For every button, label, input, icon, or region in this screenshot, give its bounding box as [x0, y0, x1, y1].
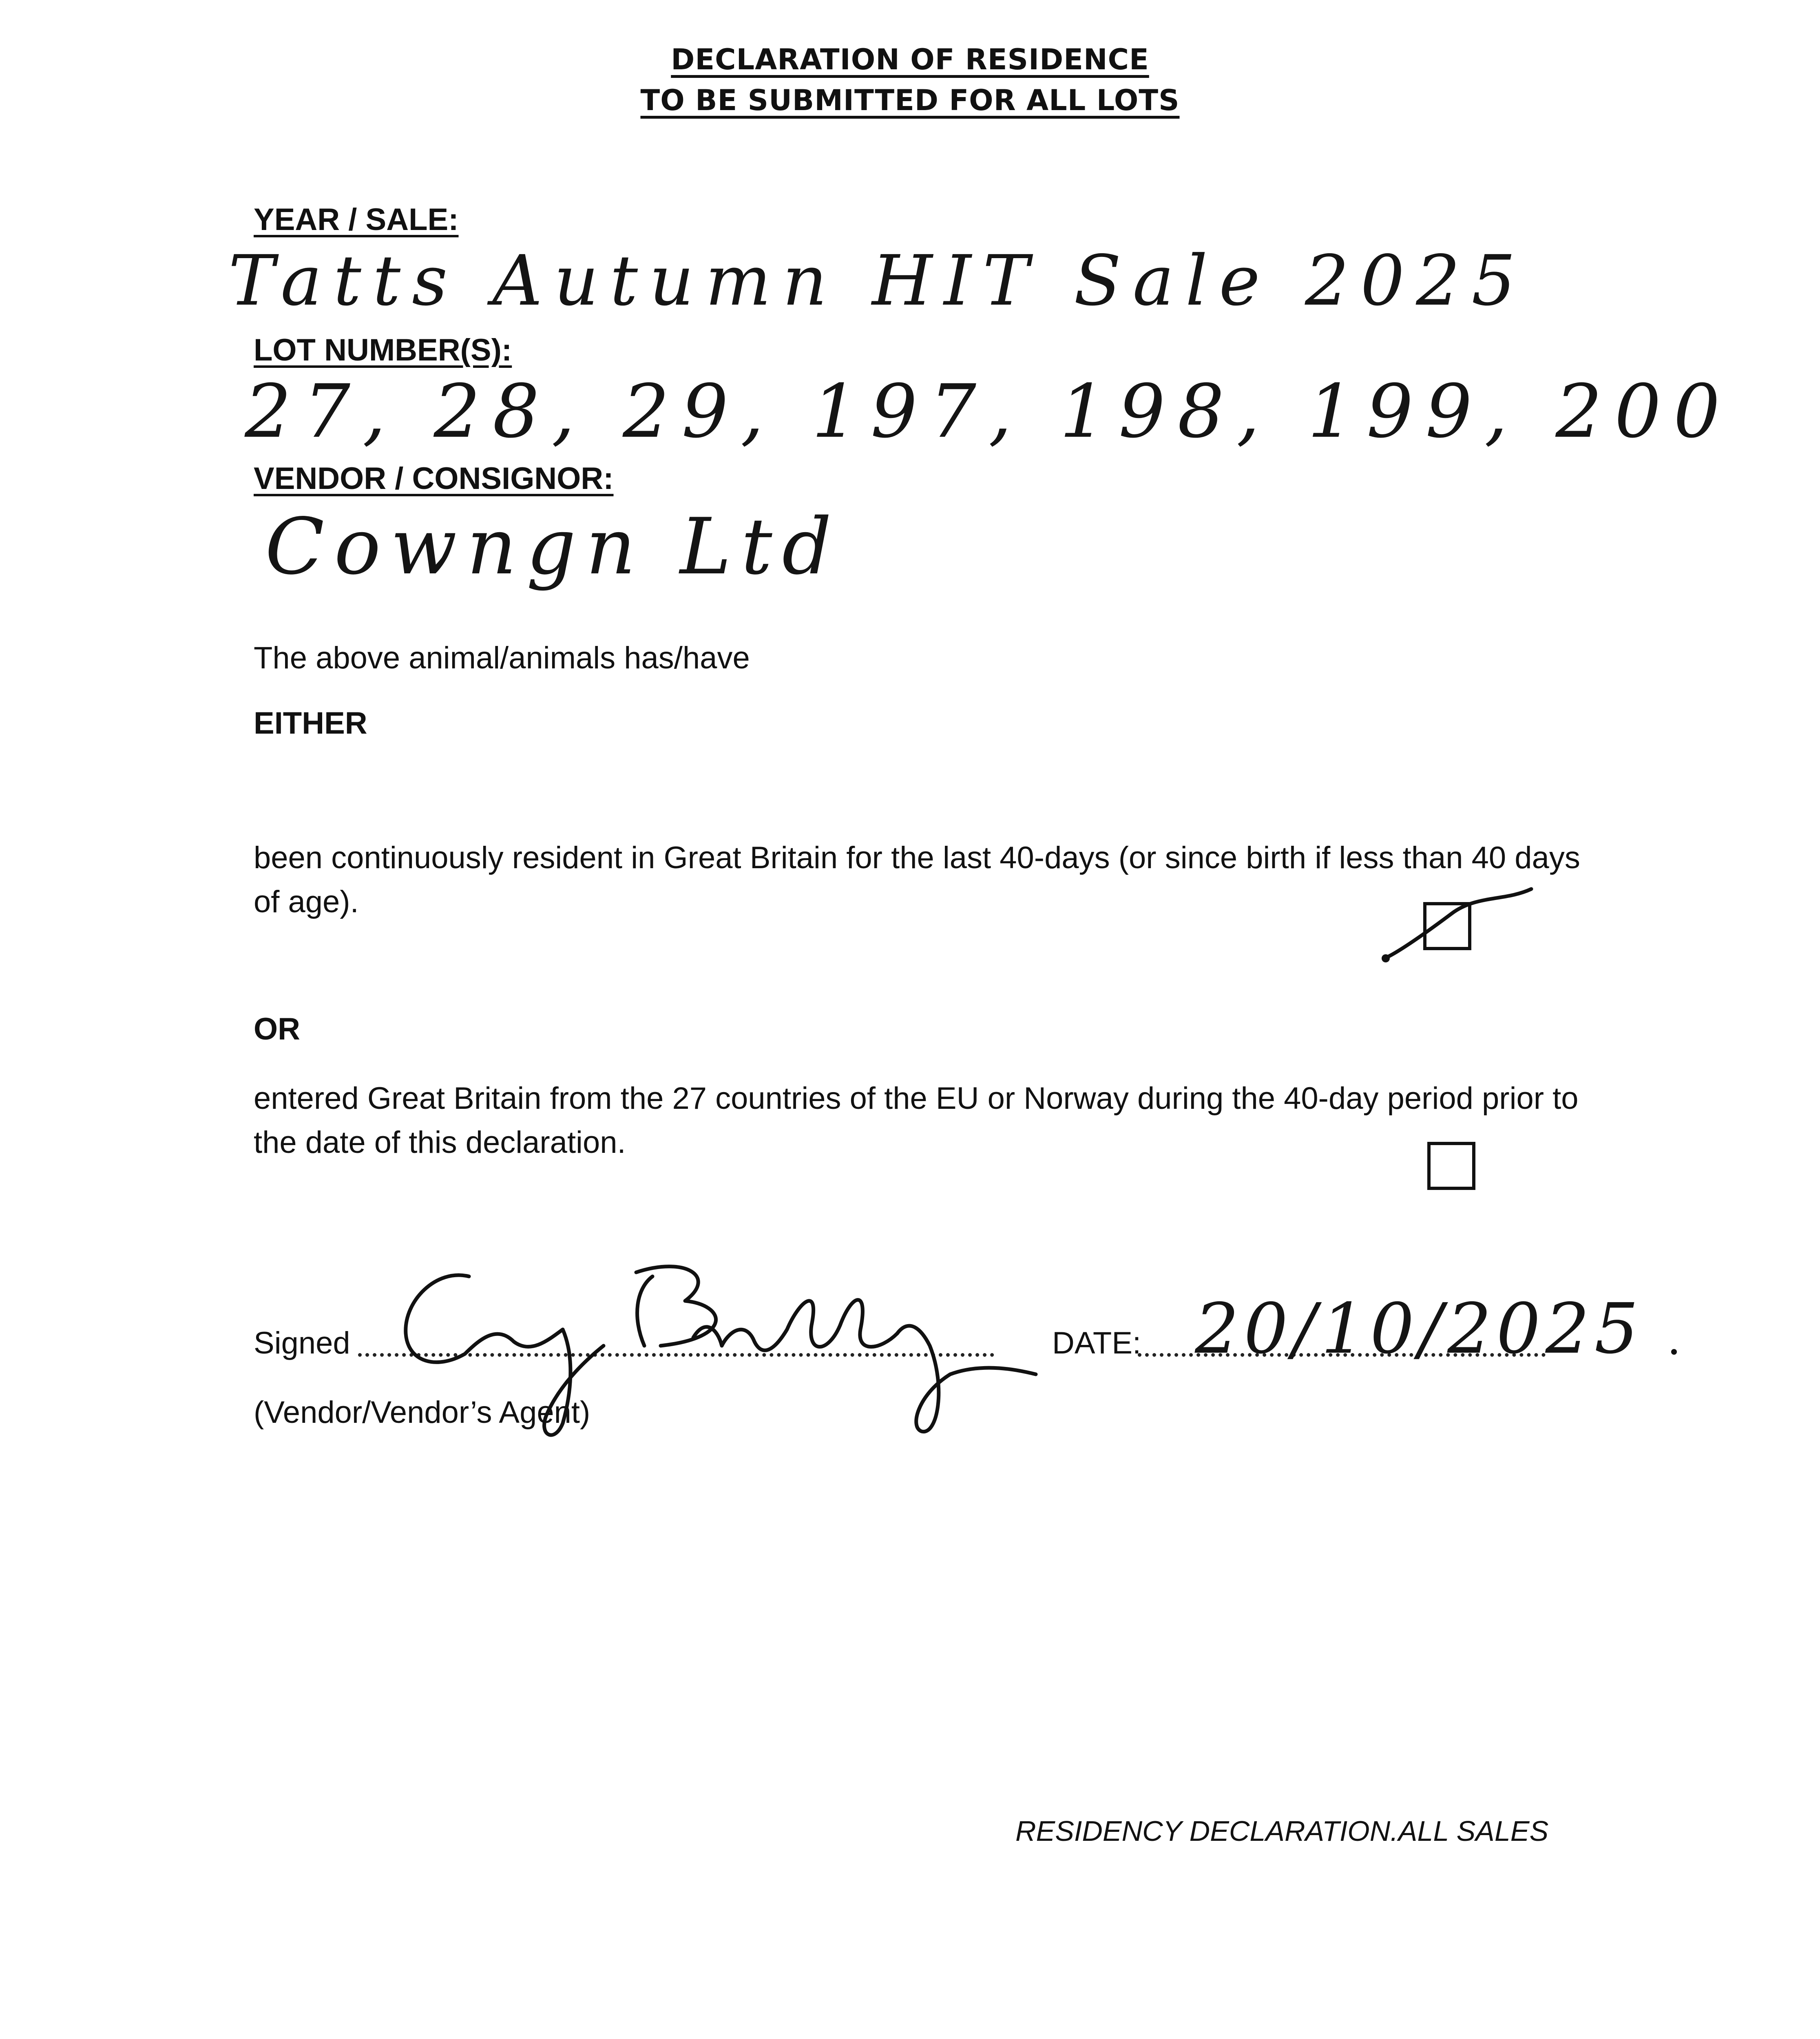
form-subtitle: TO BE SUBMITTED FOR ALL LOTS	[640, 84, 1180, 117]
vendor-handwritten-value[interactable]: Cowngn Ltd	[265, 502, 842, 592]
year-sale-label: YEAR / SALE:	[254, 202, 459, 237]
vendor-label: VENDOR / CONSIGNOR:	[254, 461, 614, 496]
intro-text: The above animal/animals has/have	[254, 641, 750, 675]
signer-note: (Vendor/Vendor’s Agent)	[254, 1395, 590, 1430]
lot-numbers-handwritten-value[interactable]: 27, 28, 29, 197, 198, 199, 200	[245, 369, 1732, 454]
footer-reference: RESIDENCY DECLARATION.ALL SALES	[1015, 1815, 1549, 1847]
year-sale-handwritten-value[interactable]: Tatts Autumn HIT Sale 2025	[228, 241, 1527, 321]
date-handwritten-value[interactable]: 20/10/2025	[1195, 1289, 1643, 1369]
form-title: DECLARATION OF RESIDENCE	[671, 43, 1149, 76]
option1-checkbox[interactable]	[1423, 902, 1471, 950]
option2-checkbox[interactable]	[1427, 1142, 1475, 1190]
either-heading: EITHER	[254, 706, 367, 741]
option1-text: been continuously resident in Great Britain for the last 40-days (or since birth if less than 40 days of age).	[254, 840, 1580, 919]
option2-text: entered Great Britain from the 27 countries of the EU or Norway during the 40-day period prior to the date of this declaration.	[254, 1081, 1579, 1160]
lot-numbers-label: LOT NUMBER(S):	[254, 333, 512, 367]
or-heading: OR	[254, 1012, 300, 1046]
signature-line	[358, 1353, 994, 1357]
signed-label: Signed	[254, 1326, 350, 1360]
date-label: DATE:	[1052, 1326, 1141, 1360]
